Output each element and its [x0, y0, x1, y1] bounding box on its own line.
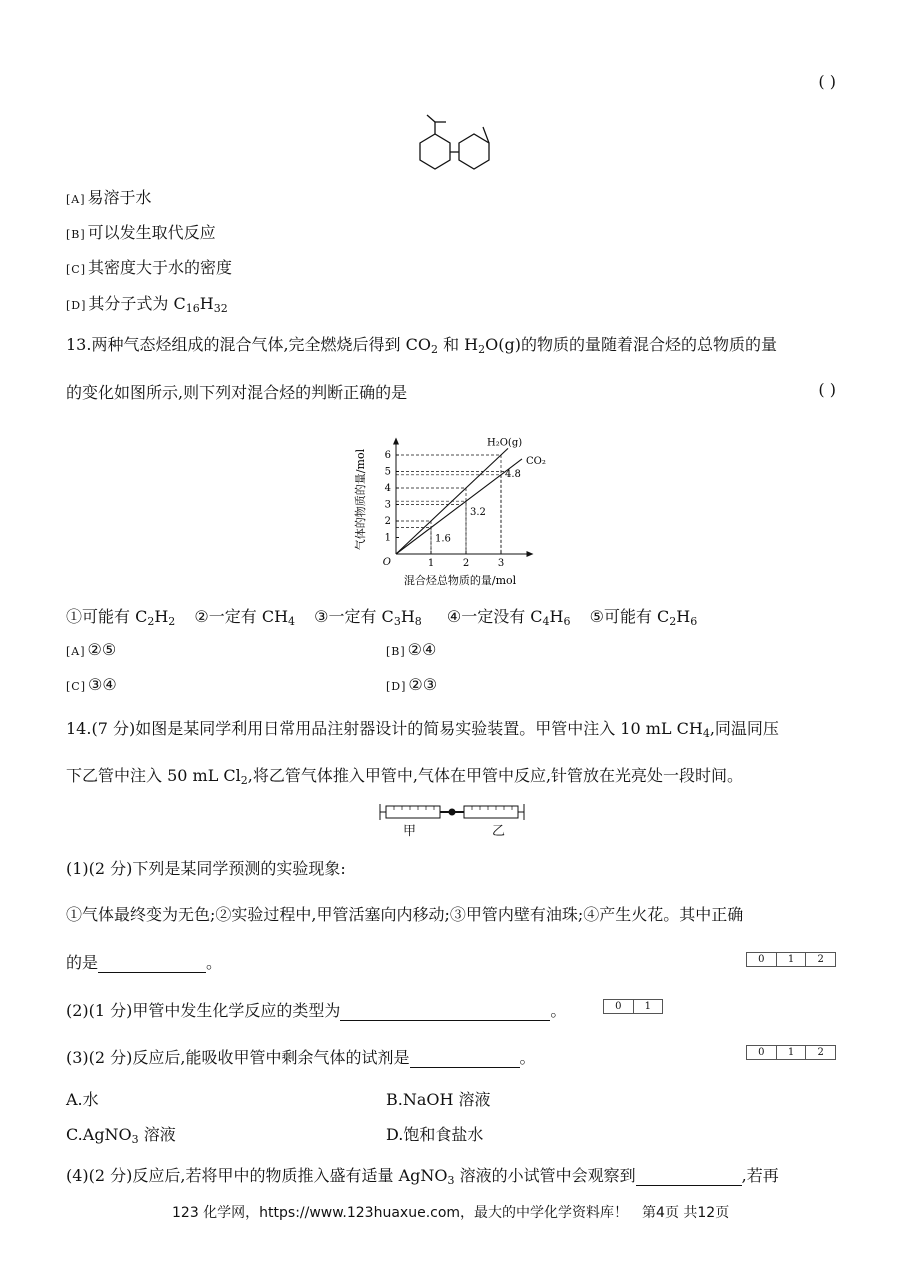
molecule-structure-image — [400, 110, 510, 174]
q13-option-a: [A] ②⑤ — [66, 640, 117, 659]
q13-stem-line1: 13.两种气态烃组成的混合气体,完全燃烧后得到 $CO_2$ 和 $H_2O(g)$的物质的量随着混合烃的总物质的量 — [66, 335, 777, 356]
y-tick-label: 1 — [384, 532, 391, 544]
syringe-label-yi: 乙 — [492, 824, 506, 839]
answer-bracket-13: ( ) — [818, 380, 836, 399]
score-box-1[interactable]: 0 1 2 — [746, 952, 836, 967]
q12-option-d: [D] 其分子式为 $C_{16}H_{32}$ — [66, 294, 228, 315]
series-line-1 — [396, 459, 522, 554]
annotation-4-8: 4.8 — [505, 468, 521, 480]
y-tick-label: 6 — [384, 450, 391, 461]
x-tick-label: 1 — [427, 558, 435, 569]
y-tick-label: 4 — [384, 483, 391, 494]
y-tick-label: 2 — [384, 516, 391, 527]
q13-stem-line2: 的变化如图所示,则下列对混合烃的判断正确的是 — [66, 383, 408, 402]
syringe-label-jia: 甲 — [403, 824, 417, 839]
answer-blank-2[interactable] — [340, 1002, 550, 1021]
y-tick-label: 5 — [384, 466, 391, 478]
score-box-2[interactable]: 0 1 — [603, 999, 663, 1014]
q12-option-b: [B] 可以发生取代反应 — [66, 223, 216, 242]
y-tick-label: 3 — [384, 499, 391, 511]
answer-blank-1[interactable] — [98, 954, 206, 973]
q12-option-c: [C] 其密度大于水的密度 — [66, 258, 233, 277]
x-axis-label: 混合烃总物质的量/mol — [403, 574, 517, 587]
score-box-3[interactable]: 0 1 2 — [746, 1045, 836, 1060]
q14-part3-option-c: C.AgNO$_3$ 溶液 — [66, 1125, 176, 1146]
x-axis-arrow — [527, 551, 534, 557]
origin-label: O — [382, 557, 391, 568]
annotation-1-6: 1.6 — [435, 533, 451, 545]
q12-option-a: [A] 易溶于水 — [66, 188, 152, 207]
answer-bracket-12: ( ) — [818, 72, 836, 91]
q13-option-b: [B] ②④ — [386, 640, 437, 659]
q14-part3-option-d: D.饱和食盐水 — [386, 1125, 484, 1144]
q13-statements: ①可能有 $C_2H_2$ ②一定有 $CH_4$ ③一定有 $C_3H_8$ ④一定没有 $C_4H_6$ ⑤可能有 $C_2H_6$ — [66, 607, 698, 628]
series-label-h2o: H₂O(g) — [487, 437, 523, 449]
q14-part3-option-a: A.水 — [66, 1090, 99, 1109]
q14-part1-line: ①气体最终变为无色;②实验过程中,甲管活塞向内移动;③甲管内壁有油珠;④产生火花。其中正确 — [66, 905, 744, 924]
q14-part3-option-b: B.NaOH 溶液 — [386, 1090, 491, 1109]
answer-blank-4[interactable] — [636, 1167, 742, 1186]
q14-part1-answer: 的是 。 — [66, 953, 223, 972]
q14-stem-line1: 14.(7 分)如图是某同学利用日常用品注射器设计的简易实验装置。甲管中注入 10 mL $CH_4$,同温同压 — [66, 719, 779, 740]
y-axis-label: 气体的物质的量/mol — [354, 448, 367, 551]
annotation-3-2: 3.2 — [470, 507, 486, 519]
q14-part2: (2)(1 分)甲管中发生化学反应的类型为 。 — [66, 1001, 567, 1020]
q14-part3: (3)(2 分)反应后,能吸收甲管中剩余气体的试剂是 。 — [66, 1048, 536, 1067]
gas-amount-chart — [350, 422, 560, 592]
q14-part1-title: (1)(2 分)下列是某同学预测的实验现象: — [66, 859, 346, 878]
q13-option-d: [D] ②③ — [386, 675, 438, 694]
syringe-apparatus-image — [376, 800, 528, 836]
x-tick-label: 2 — [462, 558, 470, 569]
q14-stem-line2: 下乙管中注入 50 mL $Cl_2$,将乙管气体推入甲管中,气体在甲管中反应,针管放在光亮处一段时间。 — [66, 766, 744, 787]
y-axis-arrow — [393, 437, 399, 444]
x-tick-label: 3 — [497, 558, 505, 569]
series-label-co2: CO₂ — [526, 455, 546, 467]
q14-part4: (4)(2 分)反应后,若将甲中的物质推入盛有适量 AgNO$_3$ 溶液的小试管中会观察到 ,若再 — [66, 1166, 779, 1187]
page-footer: 123 化学网，https://www.123huaxue.com，最大的中学化学资料库！ 第4页 共12页 — [172, 1205, 730, 1221]
q13-option-c: [C] ③④ — [66, 675, 117, 694]
answer-blank-3[interactable] — [410, 1049, 520, 1068]
